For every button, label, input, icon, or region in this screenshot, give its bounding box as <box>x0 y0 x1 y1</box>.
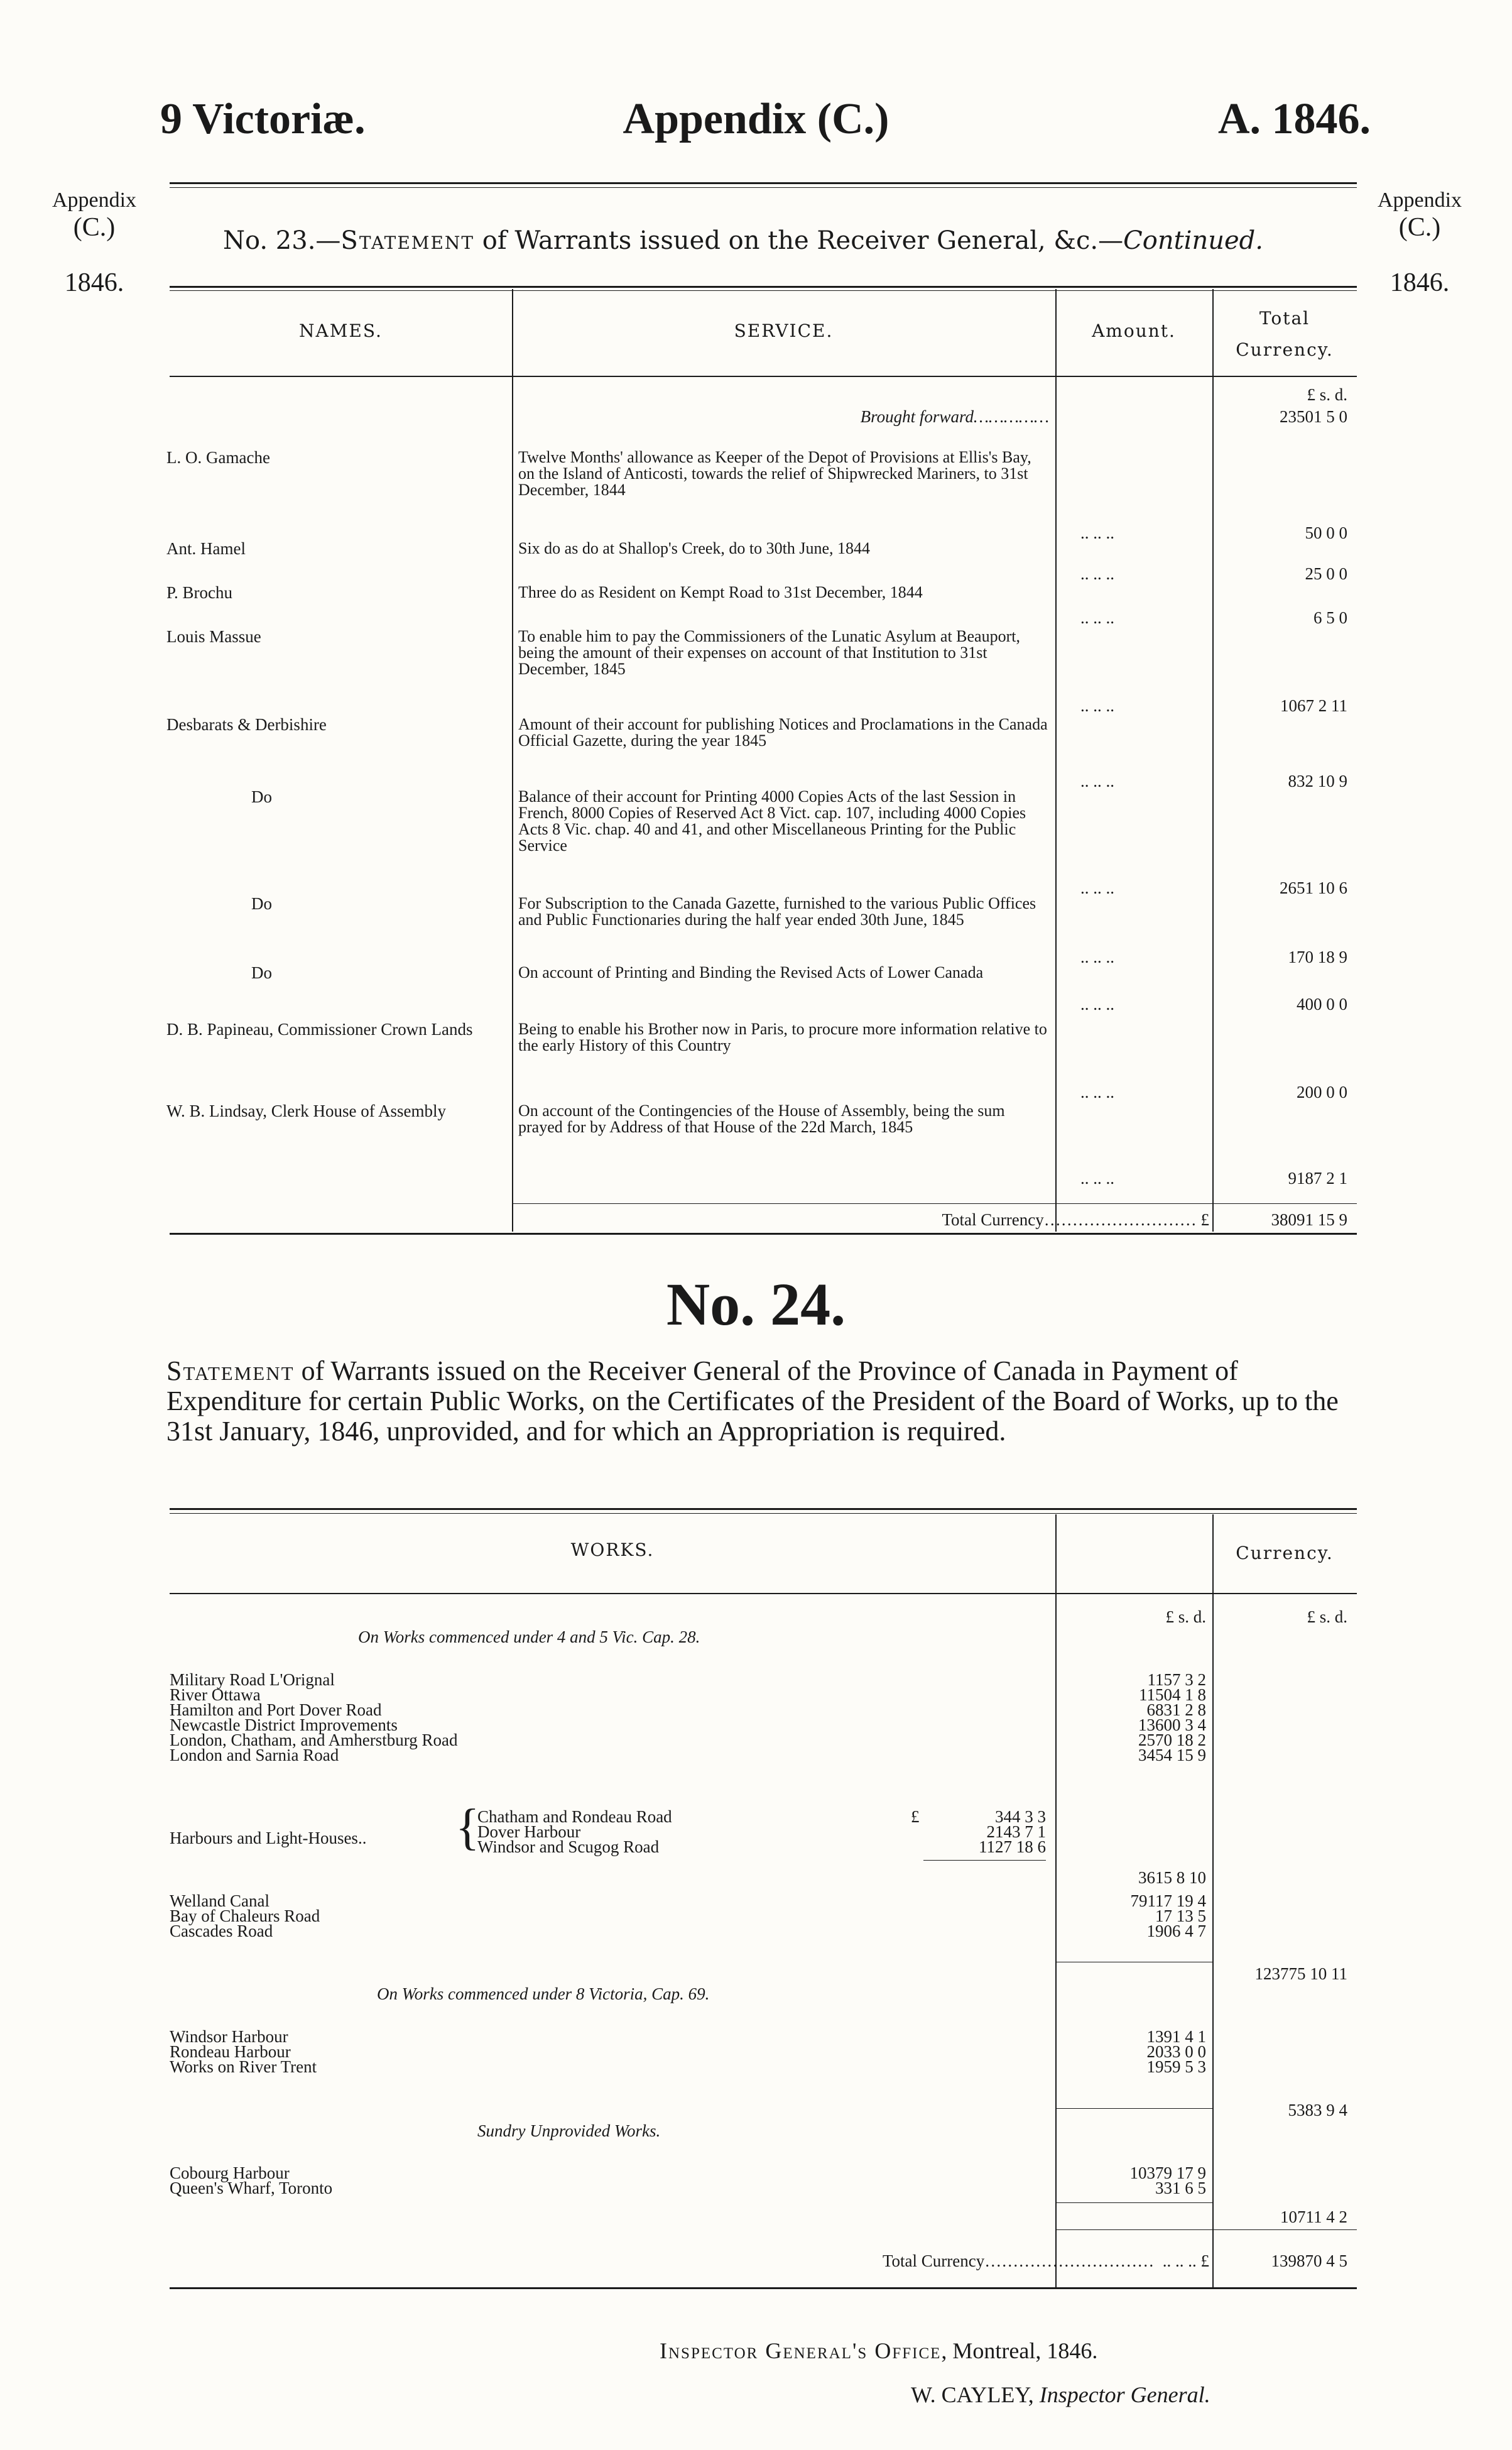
table23-row-amount-dots: .. .. .. <box>1080 523 1114 542</box>
brought-forward-label: Brought forward…………… <box>860 407 1049 426</box>
table24-description-text: of Warrants issued on the Receiver General of the Province of Canada in Payment of Expenditure for certain Public Works, on the Certificates of the President of the Board of Works, up to the 31st January, 1846, unprovided, and for which an Appropriation is required. <box>166 1355 1339 1446</box>
table23-head-rule-thin <box>170 290 1357 291</box>
margin-note-right <box>1351 189 1489 298</box>
table23-col-amount: Amount. <box>1092 320 1176 341</box>
page-header-right: A. 1846. <box>1217 95 1371 143</box>
table23-title-statement: Statement <box>340 226 475 255</box>
table24-heading: No. 24. <box>666 1271 846 1338</box>
harbours-total: 3615 8 10 <box>1138 1868 1206 1887</box>
table23-row-amount-dots: .. .. .. <box>1080 995 1114 1014</box>
table24-col-divider-2 <box>1212 1514 1214 2287</box>
table24-section1-heading: On Works commenced under 4 and 5 Vic. Cap. 28. <box>358 1627 700 1646</box>
table23-total-label: Total Currency……………………… £ <box>942 1210 1209 1229</box>
table23-head-rule <box>170 286 1357 288</box>
work-row-name: Rondeau Harbour <box>170 2042 291 2061</box>
table23-row-total: 400 0 0 <box>1297 995 1347 1014</box>
table23-colhead-rule <box>170 376 1357 377</box>
table23-row-amount-dots: .. .. .. <box>1080 772 1114 790</box>
harbour-row-amount: 2143 7 1 <box>986 1822 1046 1841</box>
table23-lsd-header: £ s. d. <box>1307 385 1347 404</box>
section2-total-rule <box>1055 2108 1212 2109</box>
table24-total-value: 139870 4 5 <box>1271 2251 1347 2270</box>
harbour-row-symbol: £ <box>911 1807 920 1826</box>
table23-title <box>223 226 1263 255</box>
table23-row-name: Do <box>251 787 272 806</box>
work-row-amount: 79117 19 4 <box>1130 1891 1206 1910</box>
table23-row-service: On account of Printing and Binding the Revised Acts of Lower Canada <box>518 963 984 982</box>
work-row-amount: 13600 3 4 <box>1138 1715 1206 1734</box>
work-row-name: Newcastle District Improvements <box>170 1715 398 1734</box>
work-row-name: River Ottawa <box>170 1685 261 1704</box>
margin-left-year: 1846. <box>64 268 124 297</box>
footer-signatory-title: Inspector General. <box>1039 2382 1210 2407</box>
work-row-name: Military Road L'Orignal <box>170 1670 335 1689</box>
work-row-name: London, Chatham, and Amherstburg Road <box>170 1731 458 1749</box>
table23-row-name: Do <box>251 963 272 982</box>
work-row-amount: 2570 18 2 <box>1138 1731 1206 1749</box>
table23-row-total: 1067 2 11 <box>1280 696 1347 715</box>
table24-bottom-rule <box>170 2287 1357 2289</box>
page-header-left: 9 Victoriæ. <box>160 95 366 143</box>
work-row-amount: 11504 1 8 <box>1139 1685 1206 1704</box>
work-row-name: Queen's Wharf, Toronto <box>170 2179 333 2197</box>
table23-row-service: To enable him to pay the Commissioners of the Lunatic Asylum at Beauport, being the amount of their expenses on account of that Institution to 31st December, 1845 <box>518 627 1020 678</box>
work-row-amount: 1959 5 3 <box>1146 2057 1206 2076</box>
work-row-name: Cascades Road <box>170 1922 273 1940</box>
table24-total-rule <box>1055 2229 1357 2230</box>
table23-title-rest: of Warrants issued on the Receiver General, &c.— <box>474 226 1124 255</box>
footer-office-label: Inspector General's Office <box>660 2338 942 2363</box>
table23-row-name: D. B. Papineau, Commissioner Crown Lands <box>166 1020 473 1039</box>
table23-row-amount-dots: .. .. .. <box>1080 696 1114 715</box>
margin-left-sub: (C.) <box>73 213 116 242</box>
margin-left-label: Appendix <box>52 189 137 212</box>
harbours-label: Harbours and Light-Houses.. <box>170 1829 367 1847</box>
table23-col-currency: Currency. <box>1236 339 1334 360</box>
table24-colhead-rule <box>170 1593 1357 1594</box>
table23-row-total: 200 0 0 <box>1297 1083 1347 1102</box>
table23-row-total: 50 0 0 <box>1305 523 1347 542</box>
section1-total: 123775 10 11 <box>1254 1964 1347 1983</box>
harbour-row-name: Chatham and Rondeau Road <box>477 1807 672 1826</box>
table24-description <box>166 1356 1379 1446</box>
table23-row-name: P. Brochu <box>166 583 233 602</box>
footer-office <box>660 2338 1097 2364</box>
table23-row-service: Six do as do at Shallop's Creek, do to 30th June, 1844 <box>518 539 871 557</box>
table23-row-amount-dots: .. .. .. <box>1080 1083 1114 1102</box>
brought-forward-value: 23501 5 0 <box>1280 407 1347 426</box>
page-header-center: Appendix (C.) <box>623 95 889 143</box>
section3-total-rule <box>1055 2202 1212 2203</box>
work-row-name: Windsor Harbour <box>170 2027 288 2046</box>
table23-title-prefix: No. 23.— <box>223 226 341 255</box>
table24-lsd-total: £ s. d. <box>1307 1607 1347 1626</box>
table23-col-divider-2 <box>1055 289 1057 1232</box>
work-row-amount: 3454 15 9 <box>1138 1746 1206 1764</box>
work-row-amount: 2033 0 0 <box>1146 2042 1206 2061</box>
table23-row-service: On account of the Contingencies of the House of Assembly, being the sum prayed for by Address of that House of the 22d March, 1845 <box>518 1102 1005 1136</box>
margin-right-sub: (C.) <box>1398 213 1441 242</box>
table23-row-amount-dots: .. .. .. <box>1080 608 1114 627</box>
table24-description-statement: Statement <box>166 1355 295 1386</box>
footer-signatory: W. CAYLEY, <box>911 2382 1034 2407</box>
table23-row-service: For Subscription to the Canada Gazette, furnished to the various Public Offices and Public Functionaries during the half year ended 30th June, 1845 <box>518 894 1036 929</box>
table23-row-service: Being to enable his Brother now in Paris, to procure more information relative to the early History of this Country <box>518 1020 1047 1054</box>
table23-row-name: L. O. Gamache <box>166 448 270 467</box>
margin-right-label: Appendix <box>1377 189 1462 212</box>
table23-row-total: 9187 2 1 <box>1288 1169 1347 1188</box>
table23-row-total: 2651 10 6 <box>1280 878 1347 897</box>
table24-lsd-amount: £ s. d. <box>1165 1607 1206 1626</box>
work-row-amount: 17 13 5 <box>1155 1906 1206 1925</box>
work-row-amount: 6831 2 8 <box>1146 1700 1206 1719</box>
footer-office-place: , Montreal, 1846. <box>941 2338 1098 2363</box>
harbour-row-name: Windsor and Scugog Road <box>477 1837 660 1856</box>
harbours-subtotal-rule <box>923 1860 1046 1861</box>
table23-row-name: Louis Massue <box>166 627 261 646</box>
table23-col-total: Total <box>1259 308 1310 329</box>
table23-bottom-rule <box>170 1233 1357 1235</box>
work-row-name: Welland Canal <box>170 1891 270 1910</box>
rule-top-thin <box>170 187 1357 188</box>
table23-row-service: Amount of their account for publishing Notices and Proclamations in the Canada Official Gazette, during the year 1845 <box>518 715 1048 750</box>
harbour-row-amount: 344 3 3 <box>995 1807 1046 1826</box>
table23-row-amount-dots: .. .. .. <box>1080 564 1114 583</box>
rule-top <box>170 182 1357 184</box>
table24-section3-heading: Sundry Unprovided Works. <box>477 2121 661 2140</box>
table23-row-service: Three do as Resident on Kempt Road to 31st December, 1844 <box>518 583 923 601</box>
footer-signature <box>911 2382 1210 2408</box>
table23-row-name: Desbarats & Derbishire <box>166 715 327 734</box>
table23-row-total: 832 10 9 <box>1288 772 1347 790</box>
section2-total: 5383 9 4 <box>1288 2101 1347 2119</box>
harbour-row-name: Dover Harbour <box>477 1822 581 1841</box>
work-row-name: London and Sarnia Road <box>170 1746 339 1764</box>
harbours-brace: { <box>455 1800 480 1855</box>
table24-total-label: Total Currency………………………… .. .. .. £ <box>882 2251 1209 2270</box>
margin-right-year: 1846. <box>1390 268 1450 297</box>
table24-head-rule-thin <box>170 1513 1357 1514</box>
work-row-amount: 10379 17 9 <box>1129 2163 1206 2182</box>
margin-note-left <box>25 189 163 298</box>
work-row-name: Bay of Chaleurs Road <box>170 1906 320 1925</box>
work-row-amount: 1391 4 1 <box>1146 2027 1206 2046</box>
table23-row-amount-dots: .. .. .. <box>1080 878 1114 897</box>
table23-row-name: Ant. Hamel <box>166 539 246 558</box>
section3-total: 10711 4 2 <box>1280 2207 1347 2226</box>
table23-row-amount-dots: .. .. .. <box>1080 948 1114 966</box>
table23-row-service: Twelve Months' allowance as Keeper of the Depot of Provisions at Ellis's Bay, on the Island of Anticosti, towards the relief of Shipwrecked Mariners, to 31st December, 1844 <box>518 448 1031 499</box>
table23-title-continued: Continued. <box>1123 226 1263 255</box>
table23-col-divider-1 <box>512 289 513 1232</box>
work-row-name: Works on River Trent <box>170 2057 317 2076</box>
table24-col-works: WORKS. <box>570 1539 655 1560</box>
table23-row-total: 6 5 0 <box>1313 608 1347 627</box>
table23-row-service: Balance of their account for Printing 4000 Copies Acts of the last Session in French, 8000 Copies of Reserved Act 8 Vict. cap. 107, including 4000 Copies Acts 8 Vic. chap. 40 and 41, and other Miscellaneous Printing for the Public Service <box>518 787 1026 855</box>
table23-row-total: 170 18 9 <box>1288 948 1347 966</box>
table23-row-name: Do <box>251 894 272 913</box>
table23-col-service: SERVICE. <box>734 320 834 341</box>
table24-col-currency: Currency. <box>1236 1543 1334 1563</box>
table24-head-rule <box>170 1508 1357 1510</box>
work-row-amount: 1906 4 7 <box>1146 1922 1206 1940</box>
table23-total-rule <box>512 1203 1357 1204</box>
table23-row-name: W. B. Lindsay, Clerk House of Assembly <box>166 1102 446 1120</box>
table23-row-total: 25 0 0 <box>1305 564 1347 583</box>
table23-col-names: NAMES. <box>299 320 383 341</box>
work-row-name: Hamilton and Port Dover Road <box>170 1700 382 1719</box>
work-row-name: Cobourg Harbour <box>170 2163 290 2182</box>
table24-section2-heading: On Works commenced under 8 Victoria, Cap. 69. <box>377 1984 710 2003</box>
harbour-row-amount: 1127 18 6 <box>979 1837 1046 1856</box>
work-row-amount: 331 6 5 <box>1155 2179 1206 2197</box>
table23-total-value: 38091 15 9 <box>1271 1210 1347 1229</box>
work-row-amount: 1157 3 2 <box>1147 1670 1206 1689</box>
table23-row-amount-dots: .. .. .. <box>1080 1169 1114 1188</box>
